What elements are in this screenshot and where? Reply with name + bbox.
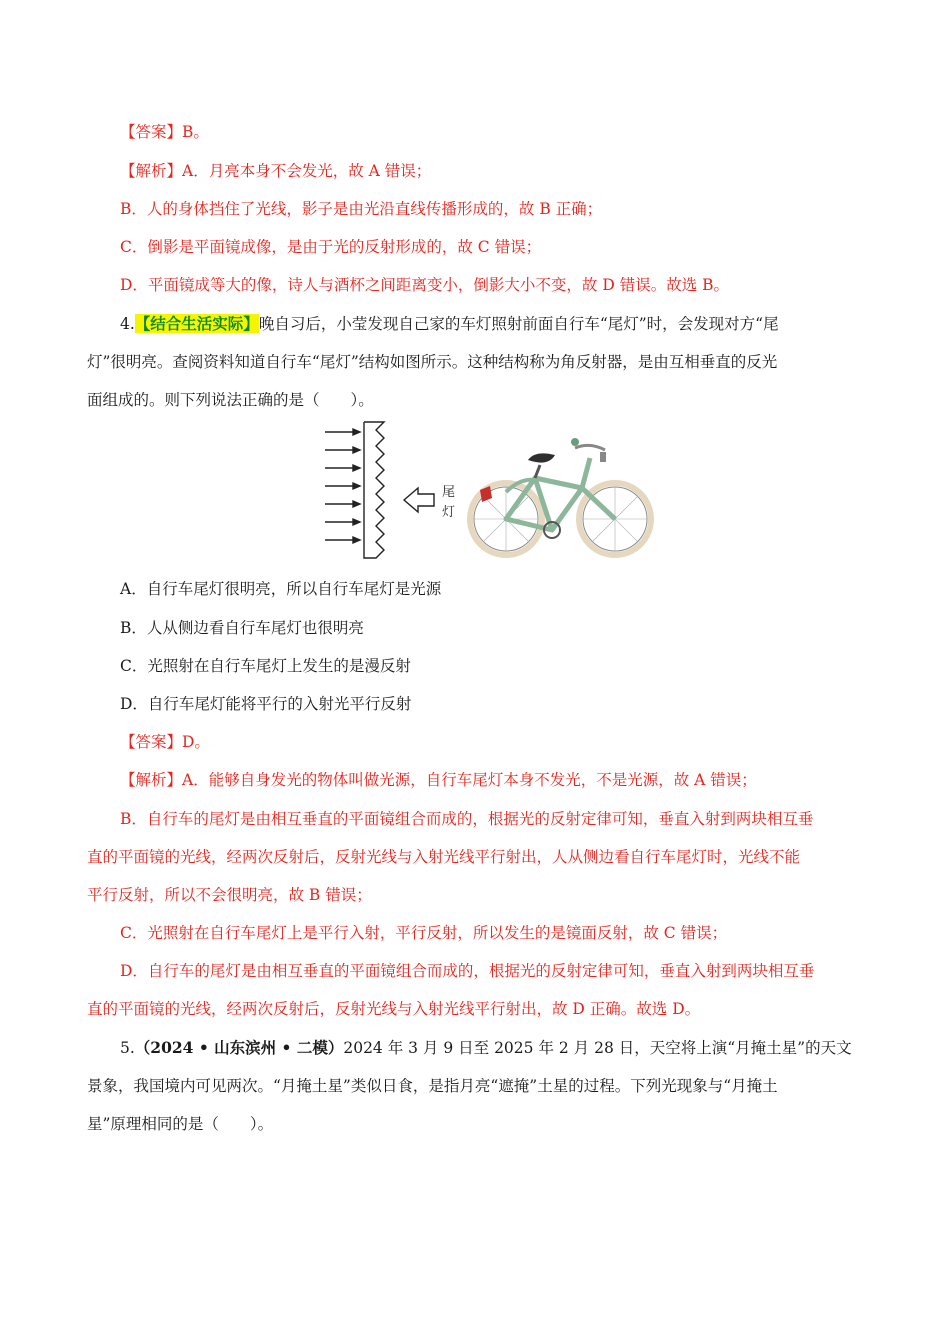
question-5-text: 2024 年 3 月 9 日至 2025 年 2 月 28 日，天空将上演“月掩土星”的天文 [343, 1039, 852, 1057]
q4-answer: 【答案】D。 [120, 733, 210, 751]
q4-analysis-text: A．能够自身发光的物体叫做光源，自行车尾灯本身不发光，不是光源，故 A 错误； [182, 771, 757, 789]
question-4-line-2: 灯”很明亮。查阅资料知道自行车“尾灯”结构如图所示。这种结构称为角反射器，是由互相垂直的反光 [87, 353, 778, 371]
taillight-red [480, 486, 492, 502]
question-4-line-1 [120, 313, 779, 335]
answer-line: 【答案】B。 [120, 123, 209, 141]
analysis-line-d: D．平面镜成等大的像，诗人与酒杯之间距离变小，倒影大小不变，故 D 错误。故选 B。 [120, 276, 730, 294]
option-d: D．自行车尾灯能将平行的入射光平行反射 [120, 695, 412, 713]
bicycle-illustration [470, 438, 651, 555]
figure-label-2: 灯 [442, 505, 456, 520]
question-5-number: 5. [120, 1039, 135, 1057]
q4-analysis-d-2: 直的平面镜的光线，经两次反射后，反射光线与入射光线平行射出，故 D 正确。故选 D。 [87, 1000, 701, 1018]
question-5-line-2: 景象，我国境内可见两次。“月掩土星”类似日食，是指月亮“遮掩”土星的过程。下列光现象与“月掩土 [87, 1077, 778, 1095]
analysis-label: 【解析】 [120, 162, 183, 180]
question-5-line-1 [120, 1037, 852, 1059]
figure-label-1: 尾 [442, 485, 456, 500]
q4-analysis-b-1: B．自行车的尾灯是由相互垂直的平面镜组合而成的，根据光的反射定律可知，垂直入射到两块相互垂 [120, 810, 814, 828]
q4-analysis-label: 【解析】 [120, 771, 183, 789]
question-5-line-3: 星”原理相同的是（ ）。 [87, 1115, 274, 1133]
q4-analysis-c: C．光照射在自行车尾灯上是平行入射，平行反射，所以发生的是镜面反射，故 C 错误； [120, 924, 728, 942]
question-number: 4. [120, 315, 135, 333]
taillight-figure [320, 420, 660, 560]
question-4-line-3: 面组成的。则下列说法正确的是（ ）。 [87, 391, 374, 409]
analysis-line-b: B．人的身体挡住了光线，影子是由光沿直线传播形成的，故 B 正确； [120, 200, 603, 218]
question-text: 晚自习后，小莹发现自己家的车灯照射前面自行车“尾灯”时，会发现对方“尾 [258, 315, 779, 333]
incident-light-arrows [325, 429, 360, 543]
option-a: A．自行车尾灯很明亮，所以自行车尾灯是光源 [120, 580, 442, 598]
analysis-line-c: C．倒影是平面镜成像，是由于光的反射形成的，故 C 错误； [120, 238, 542, 256]
q4-analysis-b-3: 平行反射，所以不会很明亮，故 B 错误； [87, 886, 372, 904]
taillight-diagram [320, 420, 660, 560]
corner-reflector [364, 422, 384, 558]
direction-arrow [404, 488, 434, 512]
q4-analysis-a [120, 769, 757, 791]
question-5-source: （2024 • 山东滨州 • 二模） [134, 1038, 344, 1057]
analysis-line-a [120, 160, 431, 182]
option-b: B．人从侧边看自行车尾灯也很明亮 [120, 619, 364, 637]
option-c: C．光照射在自行车尾灯上发生的是漫反射 [120, 657, 411, 675]
q4-analysis-b-2: 直的平面镜的光线，经两次反射后，反射光线与入射光线平行射出，人从侧边看自行车尾灯时，光线不能 [87, 848, 801, 866]
q4-analysis-d-1: D．自行车的尾灯是由相互垂直的平面镜组合而成的，根据光的反射定律可知，垂直入射到两块相互垂 [120, 962, 815, 980]
question-tag: 【结合生活实际】 [134, 314, 259, 333]
analysis-text: A．月亮本身不会发光，故 A 错误； [182, 162, 432, 180]
